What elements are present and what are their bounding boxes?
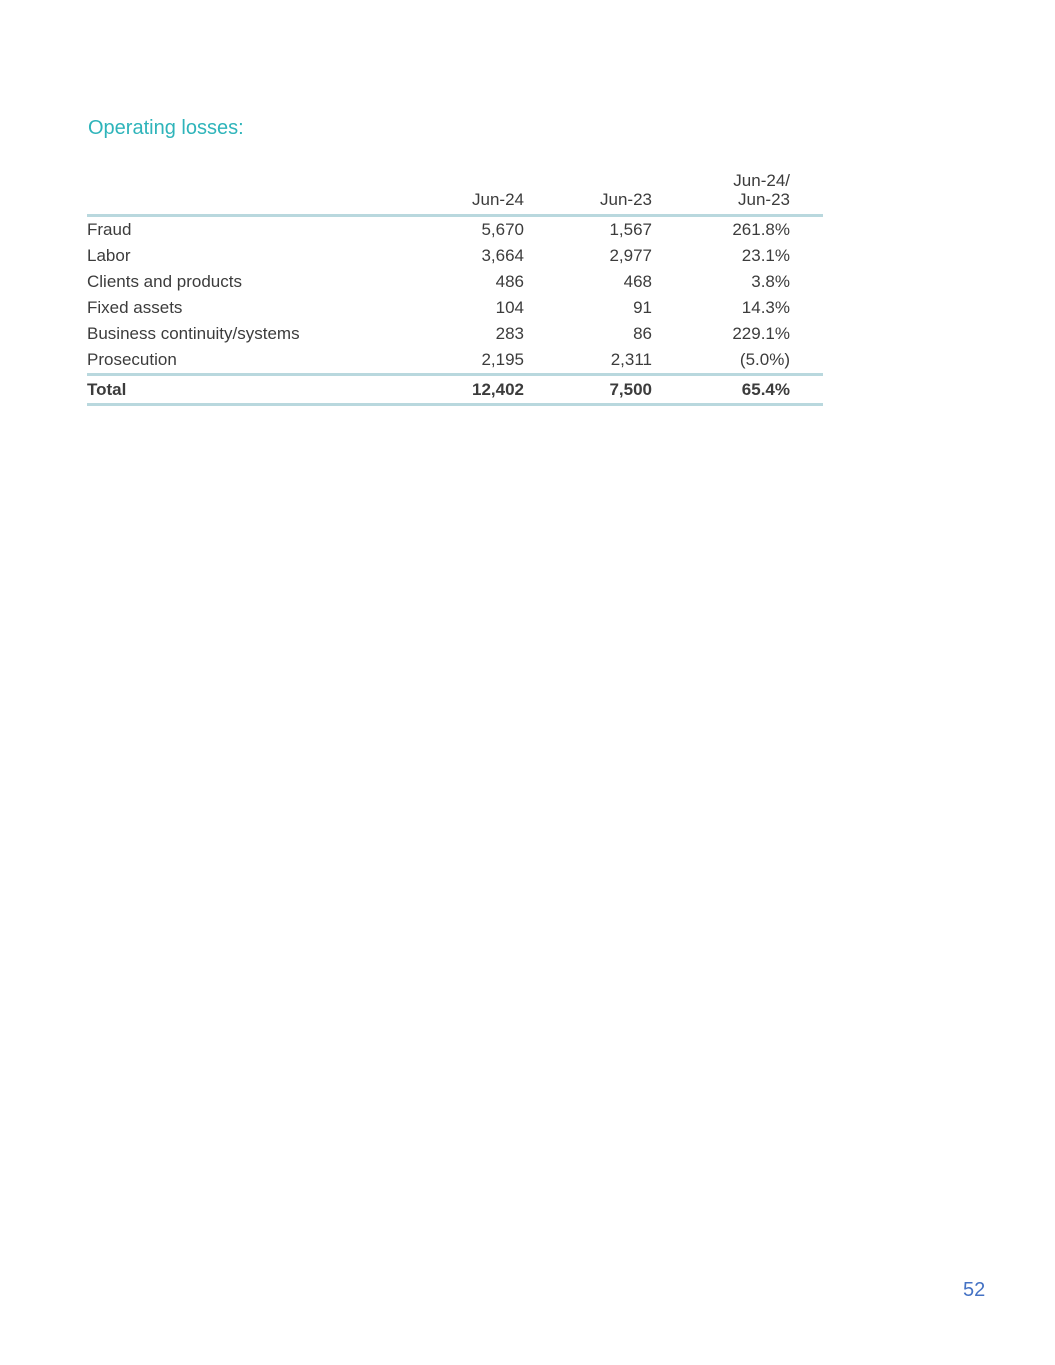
total-change: 65.4% [652, 375, 823, 405]
value-change: 3.8% [751, 272, 790, 291]
value-change: 229.1% [732, 324, 790, 343]
value-jun23: 86 [633, 324, 652, 343]
operating-losses-table [87, 163, 823, 406]
table-row [87, 347, 823, 375]
table-row [87, 216, 823, 244]
value-jun23: 2,311 [610, 350, 652, 369]
value-jun24: 2,195 [481, 350, 524, 369]
value-jun24: 3,664 [481, 246, 524, 265]
value-change: (5.0%) [739, 350, 790, 369]
total-jun24: 12,402 [417, 375, 524, 405]
total-jun23: 7,500 [524, 375, 652, 405]
row-label: Fraud [87, 220, 132, 239]
value-change: 23.1% [741, 246, 790, 265]
table-row [87, 269, 823, 295]
col-header-jun24: Jun-24 [417, 163, 524, 216]
value-jun23: 1,567 [609, 220, 652, 239]
value-jun24: 5,670 [481, 220, 524, 239]
row-label: Fixed assets [87, 298, 183, 317]
value-jun24: 283 [495, 324, 524, 343]
value-jun23: 2,977 [609, 246, 652, 265]
col-header-change-line2: Jun-23 [738, 190, 790, 209]
value-jun24: 104 [495, 298, 524, 317]
col-header-blank [87, 163, 417, 216]
table-row [87, 321, 823, 347]
row-label: Labor [87, 246, 131, 265]
value-change: 14.3% [741, 298, 790, 317]
col-header-change [652, 163, 823, 216]
table-row [87, 295, 823, 321]
value-jun23: 468 [623, 272, 652, 291]
row-label: Prosecution [87, 350, 177, 369]
value-change: 261.8% [732, 220, 790, 239]
value-jun23: 91 [633, 298, 652, 317]
col-header-jun23: Jun-23 [524, 163, 652, 216]
total-label: Total [87, 375, 417, 405]
value-jun24: 486 [495, 272, 524, 291]
table-total-row [87, 375, 823, 405]
page-number: 52 [963, 1279, 986, 1301]
section-heading: Operating losses: [88, 117, 244, 139]
row-label: Business continuity/systems [87, 324, 300, 343]
table-row [87, 243, 823, 269]
row-label: Clients and products [87, 272, 242, 291]
col-header-change-line1: Jun-24/ [733, 171, 790, 190]
table-header-row [87, 163, 823, 216]
